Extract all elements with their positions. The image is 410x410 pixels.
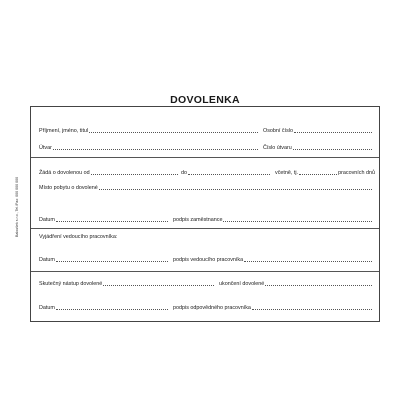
manager-opinion-label: Vyjádření vedoucího pracovníka:	[39, 234, 118, 240]
leave-location-field[interactable]	[39, 183, 373, 191]
employee-signature-blank[interactable]	[223, 221, 372, 222]
working-days-label: pracovních dnů	[338, 170, 375, 176]
leave-location-blank[interactable]	[99, 189, 372, 190]
employee-signature-field[interactable]	[173, 215, 373, 223]
employee-date-label: Datum	[39, 217, 55, 223]
personal-number-label: Osobní číslo	[263, 128, 293, 134]
actual-start-blank[interactable]	[103, 285, 214, 286]
department-blank[interactable]	[53, 149, 258, 150]
section-divider	[31, 271, 379, 272]
responsible-signature-field[interactable]	[173, 303, 373, 311]
responsible-signature-label: podpis odpovědného pracovníka	[173, 305, 251, 311]
name-blank[interactable]	[89, 132, 258, 133]
name-label: Příjmení, jméno, titul	[39, 128, 89, 134]
responsible-signature-blank[interactable]	[252, 309, 372, 310]
leave-to-field[interactable]	[181, 168, 271, 176]
manager-signature-label: podpis vedoucího pracovníka	[173, 257, 244, 263]
responsible-date-field[interactable]	[39, 303, 169, 311]
employee-signature-label: podpis zaměstnance	[173, 217, 223, 223]
name-field[interactable]	[39, 126, 259, 134]
manager-opinion-heading	[39, 232, 239, 240]
leave-from-blank[interactable]	[91, 174, 178, 175]
working-days-field[interactable]	[275, 168, 375, 176]
leave-to-label: do	[181, 170, 187, 176]
manager-signature-field[interactable]	[173, 255, 373, 263]
leave-location-label: Místo pobytu o dovolené	[39, 185, 98, 191]
actual-start-label: Skutečný nástup dovolené	[39, 281, 103, 287]
department-number-blank[interactable]	[293, 149, 372, 150]
responsible-date-blank[interactable]	[56, 309, 168, 310]
leave-to-blank[interactable]	[188, 174, 270, 175]
side-print: Baloušek s.r.o., Tel./Fax: 000 000 000	[15, 176, 19, 237]
responsible-date-label: Datum	[39, 305, 55, 311]
manager-date-field[interactable]	[39, 255, 169, 263]
leave-request-form	[30, 106, 380, 322]
section-divider	[31, 228, 379, 229]
leave-end-blank[interactable]	[265, 285, 372, 286]
leave-from-label: Žádá o dovolenou od	[39, 170, 90, 176]
actual-start-field[interactable]	[39, 279, 215, 287]
employee-date-blank[interactable]	[56, 221, 168, 222]
manager-date-label: Datum	[39, 257, 55, 263]
personal-number-field[interactable]	[263, 126, 373, 134]
inclusive-label: včetně, tj.	[275, 170, 299, 176]
leave-end-field[interactable]	[219, 279, 373, 287]
section-divider	[31, 157, 379, 158]
manager-signature-blank[interactable]	[244, 261, 372, 262]
department-number-label: Číslo útvaru	[263, 145, 292, 151]
page-title: DOVOLENKA	[170, 94, 240, 106]
personal-number-blank[interactable]	[294, 132, 372, 133]
department-field[interactable]	[39, 143, 259, 151]
department-number-field[interactable]	[263, 143, 373, 151]
working-days-blank[interactable]	[299, 174, 337, 175]
employee-date-field[interactable]	[39, 215, 169, 223]
leave-end-label: ukončení dovolené	[219, 281, 265, 287]
leave-from-field[interactable]	[39, 168, 179, 176]
manager-date-blank[interactable]	[56, 261, 168, 262]
department-label: Útvar	[39, 145, 52, 151]
